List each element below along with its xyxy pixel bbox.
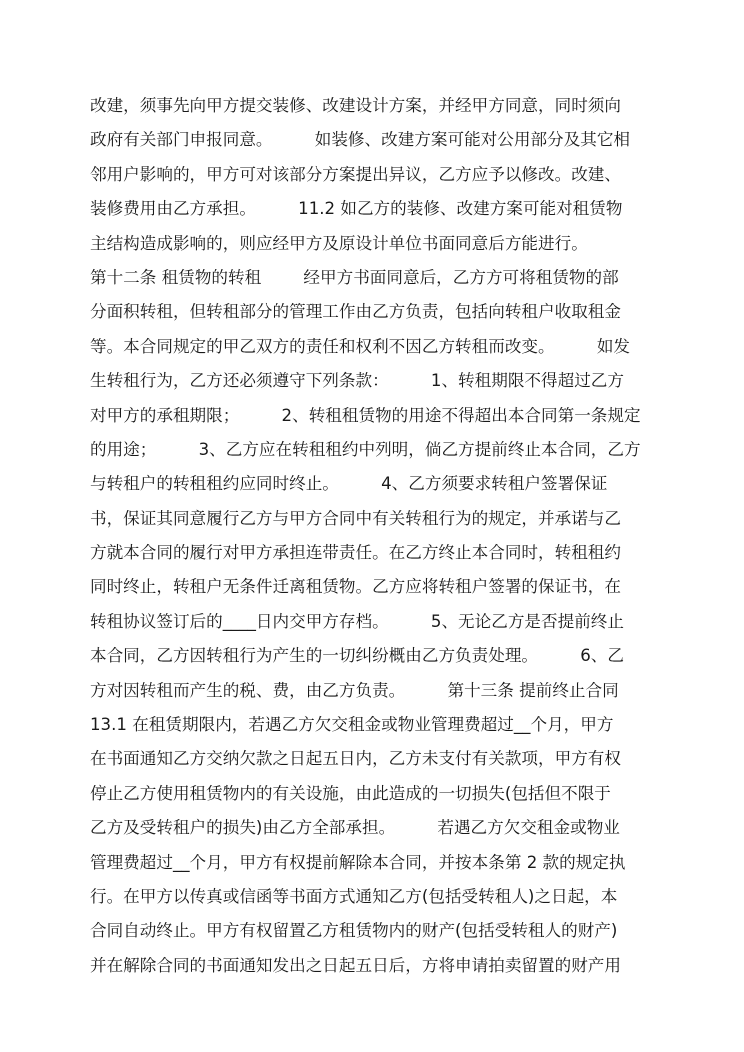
- text-line: 主结构造成影响的，则应经甲方及原设计单位书面同意后方能进行。: [90, 233, 588, 253]
- text-line: 13.1 在租赁期限内，若遇乙方欠交租金或物业管理费超过__个月，甲方: [90, 715, 614, 735]
- text-line: 第十二条 租赁物的转租 经甲方书面同意后，乙方方可将租赁物的部: [90, 267, 619, 287]
- text-line: 停止乙方使用租赁物内的有关设施，由此造成的一切损失(包括但不限于: [90, 783, 611, 803]
- text-line: 对甲方的承租期限； 2、转租租赁物的用途不得超出本合同第一条规定: [90, 405, 641, 425]
- text-line: 改建，须事先向甲方提交装修、改建设计方案，并经甲方同意，同时须向: [90, 96, 621, 115]
- text-line: 管理费超过__个月，甲方有权提前解除本合同，并按本条第 2 款的规定执: [90, 852, 626, 872]
- text-line: 邻用户影响的，甲方可对该部分方案提出异议，乙方应予以修改。改建、: [90, 164, 621, 184]
- text-line: 书，保证其同意履行乙方与甲方合同中有关转租行为的规定，并承诺与乙: [90, 508, 621, 528]
- text-line: 同时终止，转租户无条件迁离租赁物。乙方应将转租户签署的保证书，在: [90, 577, 621, 597]
- text-line: 在书面通知乙方交纳欠款之日起五日内，乙方未支付有关款项，甲方有权: [90, 749, 621, 769]
- text-line: 政府有关部门申报同意。 如装修、改建方案可能对公用部分及其它相: [90, 130, 631, 150]
- text-line: 行。在甲方以传真或信函等书面方式通知乙方(包括受转租人)之日起，本: [90, 886, 618, 906]
- text-line: 生转租行为，乙方还必须遵守下列条款： 1、转租期限不得超过乙方: [90, 371, 624, 391]
- text-line: 转租协议签订后的____日内交甲方存档。 5、无论乙方是否提前终止: [90, 611, 624, 631]
- text-line: 装修费用由乙方承担。 11.2 如乙方的装修、改建方案可能对租赁物: [90, 199, 623, 219]
- text-line: 与转租户的转租租约应同时终止。 4、乙方须要求转租户签署保证: [90, 474, 608, 494]
- text-line: 本合同，乙方因转租行为产生的一切纠纷概由乙方负责处理。 6、乙: [90, 646, 624, 666]
- text-line: 等。本合同规定的甲乙双方的责任和权利不因乙方转租而改变。 如发: [90, 336, 631, 356]
- contract-text-body: [90, 89, 660, 983]
- text-line: 乙方及受转租户的损失)由乙方全部承担。 若遇乙方欠交租金或物业: [90, 818, 620, 838]
- text-line: 方对因转租而产生的税、费，由乙方负责。 第十三条 提前终止合同: [90, 680, 619, 700]
- text-line: 的用途； 3、乙方应在转租租约中列明，倘乙方提前终止本合同，乙方: [90, 439, 641, 459]
- text-line: 并在解除合同的书面通知发出之日起五日后，方将申请拍卖留置的财产用: [90, 955, 621, 975]
- text-line: 合同自动终止。甲方有权留置乙方租赁物内的财产(包括受转租人的财产): [90, 921, 618, 941]
- text-line: 方就本合同的履行对甲方承担连带责任。在乙方终止本合同时，转租租约: [90, 543, 621, 563]
- text-line: 分面积转租，但转租部分的管理工作由乙方负责，包括向转租户收取租金: [90, 302, 621, 322]
